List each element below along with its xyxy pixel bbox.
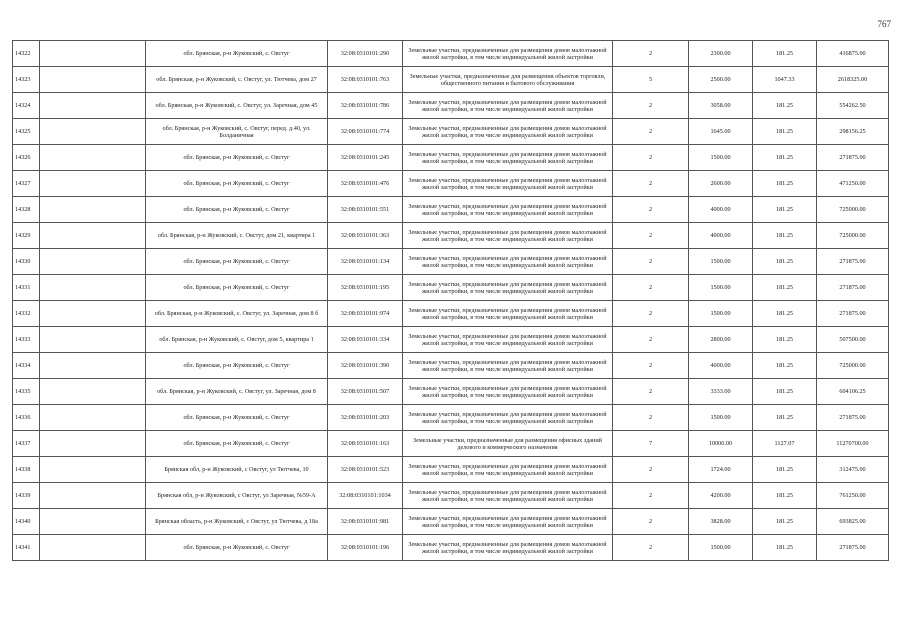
area-cell: 4000.00 — [689, 197, 753, 223]
row-number-cell: 14328 — [13, 197, 40, 223]
specific-value-cell: 181.25 — [753, 327, 817, 353]
table-row — [13, 535, 889, 561]
cadastral-number-cell: 32:08:0310101:774 — [328, 119, 403, 145]
area-cell: 1500.00 — [689, 145, 753, 171]
cadastral-value-cell: 554262.50 — [817, 93, 889, 119]
specific-value-cell: 181.25 — [753, 483, 817, 509]
area-cell: 4000.00 — [689, 353, 753, 379]
row-number-cell: 14336 — [13, 405, 40, 431]
cadastral-value-cell: 271875.00 — [817, 249, 889, 275]
row-number-cell: 14324 — [13, 93, 40, 119]
spacer-cell — [40, 119, 146, 145]
group-number-cell: 2 — [613, 171, 689, 197]
table-row — [13, 483, 889, 509]
specific-value-cell: 181.25 — [753, 249, 817, 275]
specific-value-cell: 181.25 — [753, 171, 817, 197]
area-cell: 3828.00 — [689, 509, 753, 535]
address-cell: обл. Брянская, р-н Жуковский, с. Овстуг, дом 21, квартира 1 — [146, 223, 328, 249]
group-number-cell: 2 — [613, 119, 689, 145]
specific-value-cell: 181.25 — [753, 145, 817, 171]
spacer-cell — [40, 197, 146, 223]
address-cell: обл. Брянская, р-н Жуковский, с. Овстуг — [146, 249, 328, 275]
table-row — [13, 41, 889, 67]
area-cell: 1500.00 — [689, 275, 753, 301]
spacer-cell — [40, 379, 146, 405]
address-cell: обл. Брянская, р-н Жуковский, с. Овстуг — [146, 41, 328, 67]
spacer-cell — [40, 353, 146, 379]
cadastral-value-cell: 11270700.00 — [817, 431, 889, 457]
specific-value-cell: 181.25 — [753, 223, 817, 249]
area-cell: 3058.00 — [689, 93, 753, 119]
group-number-cell: 2 — [613, 353, 689, 379]
cadastral-value-cell: 604106.25 — [817, 379, 889, 405]
address-cell: обл. Брянская, р-н Жуковский, с. Овстуг, ул. Заречная, дом 8 б — [146, 301, 328, 327]
area-cell: 2500.00 — [689, 67, 753, 93]
row-number-cell: 14329 — [13, 223, 40, 249]
spacer-cell — [40, 327, 146, 353]
cadastral-number-cell: 32:08:0310101:551 — [328, 197, 403, 223]
cadastral-value-cell: 271875.00 — [817, 275, 889, 301]
address-cell: обл. Брянская, р-н Жуковский, с. Овстуг — [146, 405, 328, 431]
table-row — [13, 301, 889, 327]
land-use-cell: Земельные участки, предназначенные для размещения офисных зданий делового и коммерческого назначения — [403, 431, 613, 457]
specific-value-cell: 181.25 — [753, 405, 817, 431]
land-use-cell: Земельные участки, предназначенные для размещения домов малоэтажной жилой застройки, в том числе индивидуальной жилой застройки — [403, 171, 613, 197]
land-use-cell: Земельные участки, предназначенные для размещения домов малоэтажной жилой застройки, в том числе индивидуальной жилой застройки — [403, 301, 613, 327]
row-number-cell: 14332 — [13, 301, 40, 327]
address-cell: обл. Брянская, р-н Жуковский, с. Овстуг — [146, 275, 328, 301]
row-number-cell: 14338 — [13, 457, 40, 483]
land-use-cell: Земельные участки, предназначенные для размещения домов малоэтажной жилой застройки, в том числе индивидуальной жилой застройки — [403, 405, 613, 431]
address-cell: обл. Брянская, р-н Жуковский, с. Овстуг, перед. д.40, ул. Болданичная — [146, 119, 328, 145]
table-row — [13, 67, 889, 93]
spacer-cell — [40, 509, 146, 535]
cadastral-number-cell: 32:08:0310101:196 — [328, 535, 403, 561]
spacer-cell — [40, 249, 146, 275]
land-use-cell: Земельные участки, предназначенные для размещения домов малоэтажной жилой застройки, в том числе индивидуальной жилой застройки — [403, 93, 613, 119]
address-cell: обл. Брянская, р-н Жуковский, с. Овстуг, ул. Тютчева, дом 27 — [146, 67, 328, 93]
table-row — [13, 509, 889, 535]
group-number-cell: 2 — [613, 301, 689, 327]
land-use-cell: Земельные участки, предназначенные для размещения домов малоэтажной жилой застройки, в том числе индивидуальной жилой застройки — [403, 119, 613, 145]
row-number-cell: 14340 — [13, 509, 40, 535]
row-number-cell: 14335 — [13, 379, 40, 405]
address-cell: обл. Брянская, р-н Жуковский, с. Овстуг — [146, 171, 328, 197]
cadastral-value-cell: 761250.00 — [817, 483, 889, 509]
address-cell: Брянская обл, р-н Жуковский, с Овстуг, ул Заречная, №59-А — [146, 483, 328, 509]
row-number-cell: 14341 — [13, 535, 40, 561]
address-cell: обл. Брянская, р-н Жуковский, с. Овстуг, ул. Заречная, дом 45 — [146, 93, 328, 119]
cadastral-value-cell: 725000.00 — [817, 223, 889, 249]
cadastral-value-cell: 507500.00 — [817, 327, 889, 353]
row-number-cell: 14322 — [13, 41, 40, 67]
spacer-cell — [40, 93, 146, 119]
specific-value-cell: 181.25 — [753, 509, 817, 535]
table-row — [13, 119, 889, 145]
specific-value-cell: 181.25 — [753, 535, 817, 561]
row-number-cell: 14339 — [13, 483, 40, 509]
land-registry-table — [12, 40, 889, 561]
table-row — [13, 327, 889, 353]
cadastral-number-cell: 32:08:0310101:476 — [328, 171, 403, 197]
cadastral-number-cell: 32:08:0310101:134 — [328, 249, 403, 275]
cadastral-number-cell: 32:08:0310101:974 — [328, 301, 403, 327]
land-use-cell: Земельные участки, предназначенные для размещения домов малоэтажной жилой застройки, в том числе индивидуальной жилой застройки — [403, 223, 613, 249]
specific-value-cell: 181.25 — [753, 379, 817, 405]
area-cell: 1500.00 — [689, 535, 753, 561]
table-row — [13, 379, 889, 405]
area-cell: 2300.00 — [689, 41, 753, 67]
address-cell: Брянская обл, р-н Жуковский, с Овстуг, ул Тютчева, 10 — [146, 457, 328, 483]
cadastral-value-cell: 271875.00 — [817, 405, 889, 431]
group-number-cell: 2 — [613, 535, 689, 561]
spacer-cell — [40, 483, 146, 509]
land-use-cell: Земельные участки, предназначенные для размещения домов малоэтажной жилой застройки, в том числе индивидуальной жилой застройки — [403, 379, 613, 405]
address-cell: Брянская область, р-н Жуковский, с Овстуг, ул Тютчева, д 18а — [146, 509, 328, 535]
cadastral-value-cell: 271875.00 — [817, 145, 889, 171]
cadastral-value-cell: 271875.00 — [817, 535, 889, 561]
address-cell: обл. Брянская, р-н Жуковский, с. Овстуг — [146, 431, 328, 457]
table-row — [13, 431, 889, 457]
land-use-cell: Земельные участки, предназначенные для размещения домов малоэтажной жилой застройки, в том числе индивидуальной жилой застройки — [403, 535, 613, 561]
land-use-cell: Земельные участки, предназначенные для размещения домов малоэтажной жилой застройки, в том числе индивидуальной жилой застройки — [403, 327, 613, 353]
land-use-cell: Земельные участки, предназначенные для размещения домов малоэтажной жилой застройки, в том числе индивидуальной жилой застройки — [403, 145, 613, 171]
row-number-cell: 14331 — [13, 275, 40, 301]
land-use-cell: Земельные участки, предназначенные для размещения домов малоэтажной жилой застройки, в том числе индивидуальной жилой застройки — [403, 353, 613, 379]
cadastral-number-cell: 32:08:0310101:290 — [328, 41, 403, 67]
row-number-cell: 14325 — [13, 119, 40, 145]
row-number-cell: 14337 — [13, 431, 40, 457]
cadastral-number-cell: 32:08:0310101:390 — [328, 353, 403, 379]
table-row — [13, 275, 889, 301]
cadastral-value-cell: 298156.25 — [817, 119, 889, 145]
spacer-cell — [40, 301, 146, 327]
area-cell: 4000.00 — [689, 223, 753, 249]
row-number-cell: 14333 — [13, 327, 40, 353]
area-cell: 2600.00 — [689, 171, 753, 197]
spacer-cell — [40, 41, 146, 67]
specific-value-cell: 181.25 — [753, 41, 817, 67]
specific-value-cell: 181.25 — [753, 301, 817, 327]
table-row — [13, 197, 889, 223]
land-use-cell: Земельные участки, предназначенные для размещения домов малоэтажной жилой застройки, в том числе индивидуальной жилой застройки — [403, 483, 613, 509]
cadastral-value-cell: 2618325.00 — [817, 67, 889, 93]
cadastral-value-cell: 725000.00 — [817, 353, 889, 379]
address-cell: обл. Брянская, р-н Жуковский, с. Овстуг — [146, 145, 328, 171]
row-number-cell: 14327 — [13, 171, 40, 197]
cadastral-number-cell: 32:08:0310101:523 — [328, 457, 403, 483]
address-cell: обл. Брянская, р-н Жуковский, с. Овстуг, дом 5, квартира 1 — [146, 327, 328, 353]
table-row — [13, 353, 889, 379]
cadastral-number-cell: 32:08:0310101:334 — [328, 327, 403, 353]
cadastral-number-cell: 32:08:0310101:981 — [328, 509, 403, 535]
cadastral-number-cell: 32:08:0310101:763 — [328, 67, 403, 93]
row-number-cell: 14330 — [13, 249, 40, 275]
table-row — [13, 145, 889, 171]
cadastral-number-cell: 32:08:0310101:195 — [328, 275, 403, 301]
group-number-cell: 2 — [613, 93, 689, 119]
page-number: 767 — [877, 19, 891, 29]
group-number-cell: 2 — [613, 41, 689, 67]
cadastral-number-cell: 32:08:0310101:363 — [328, 223, 403, 249]
address-cell: обл. Брянская, р-н Жуковский, с. Овстуг — [146, 535, 328, 561]
spacer-cell — [40, 535, 146, 561]
cadastral-number-cell: 32:08:0310101:786 — [328, 93, 403, 119]
spacer-cell — [40, 67, 146, 93]
group-number-cell: 2 — [613, 145, 689, 171]
group-number-cell: 2 — [613, 275, 689, 301]
spacer-cell — [40, 405, 146, 431]
cadastral-number-cell: 32:08:0310101:1034 — [328, 483, 403, 509]
table-row — [13, 405, 889, 431]
land-use-cell: Земельные участки, предназначенные для размещения домов малоэтажной жилой застройки, в том числе индивидуальной жилой застройки — [403, 457, 613, 483]
group-number-cell: 2 — [613, 327, 689, 353]
specific-value-cell: 1047.33 — [753, 67, 817, 93]
cadastral-value-cell: 416875.00 — [817, 41, 889, 67]
group-number-cell: 2 — [613, 405, 689, 431]
spacer-cell — [40, 431, 146, 457]
specific-value-cell: 181.25 — [753, 93, 817, 119]
table-body — [13, 41, 889, 561]
specific-value-cell: 1127.07 — [753, 431, 817, 457]
land-use-cell: Земельные участки, предназначенные для размещения домов малоэтажной жилой застройки, в том числе индивидуальной жилой застройки — [403, 275, 613, 301]
table-row — [13, 249, 889, 275]
row-number-cell: 14323 — [13, 67, 40, 93]
area-cell: 10000.00 — [689, 431, 753, 457]
spacer-cell — [40, 275, 146, 301]
cadastral-number-cell: 32:08:0310101:245 — [328, 145, 403, 171]
group-number-cell: 2 — [613, 223, 689, 249]
land-use-cell: Земельные участки, предназначенные для размещения домов малоэтажной жилой застройки, в том числе индивидуальной жилой застройки — [403, 197, 613, 223]
group-number-cell: 2 — [613, 509, 689, 535]
area-cell: 1500.00 — [689, 301, 753, 327]
area-cell: 1500.00 — [689, 249, 753, 275]
area-cell: 1500.00 — [689, 405, 753, 431]
area-cell: 4200.00 — [689, 483, 753, 509]
cadastral-value-cell: 725000.00 — [817, 197, 889, 223]
area-cell: 1645.00 — [689, 119, 753, 145]
cadastral-value-cell: 271875.00 — [817, 301, 889, 327]
row-number-cell: 14334 — [13, 353, 40, 379]
row-number-cell: 14326 — [13, 145, 40, 171]
cadastral-number-cell: 32:08:0310101:507 — [328, 379, 403, 405]
spacer-cell — [40, 223, 146, 249]
address-cell: обл. Брянская, р-н Жуковский, с. Овстуг — [146, 353, 328, 379]
address-cell: обл. Брянская, р-н Жуковский, с. Овстуг — [146, 197, 328, 223]
land-use-cell: Земельные участки, предназначенные для размещения объектов торговли, общественного питания и бытового обслуживания — [403, 67, 613, 93]
table-row — [13, 171, 889, 197]
group-number-cell: 2 — [613, 379, 689, 405]
specific-value-cell: 181.25 — [753, 119, 817, 145]
cadastral-number-cell: 32:08:0310101:203 — [328, 405, 403, 431]
cadastral-number-cell: 32:08:0310101:163 — [328, 431, 403, 457]
table-row — [13, 223, 889, 249]
spacer-cell — [40, 145, 146, 171]
land-use-cell: Земельные участки, предназначенные для размещения домов малоэтажной жилой застройки, в том числе индивидуальной жилой застройки — [403, 41, 613, 67]
group-number-cell: 2 — [613, 457, 689, 483]
specific-value-cell: 181.25 — [753, 197, 817, 223]
land-use-cell: Земельные участки, предназначенные для размещения домов малоэтажной жилой застройки, в том числе индивидуальной жилой застройки — [403, 249, 613, 275]
spacer-cell — [40, 457, 146, 483]
spacer-cell — [40, 171, 146, 197]
specific-value-cell: 181.25 — [753, 457, 817, 483]
land-use-cell: Земельные участки, предназначенные для размещения домов малоэтажной жилой застройки, в том числе индивидуальной жилой застройки — [403, 509, 613, 535]
table-row — [13, 457, 889, 483]
group-number-cell: 2 — [613, 483, 689, 509]
area-cell: 2800.00 — [689, 327, 753, 353]
group-number-cell: 7 — [613, 431, 689, 457]
area-cell: 1724.00 — [689, 457, 753, 483]
address-cell: обл. Брянская, р-н Жуковский, с. Овстуг, ул. Заречная, дом 8 — [146, 379, 328, 405]
specific-value-cell: 181.25 — [753, 353, 817, 379]
table-row — [13, 93, 889, 119]
group-number-cell: 2 — [613, 249, 689, 275]
cadastral-value-cell: 693825.00 — [817, 509, 889, 535]
cadastral-value-cell: 312475.00 — [817, 457, 889, 483]
area-cell: 3333.00 — [689, 379, 753, 405]
cadastral-value-cell: 471250.00 — [817, 171, 889, 197]
group-number-cell: 2 — [613, 197, 689, 223]
specific-value-cell: 181.25 — [753, 275, 817, 301]
group-number-cell: 5 — [613, 67, 689, 93]
